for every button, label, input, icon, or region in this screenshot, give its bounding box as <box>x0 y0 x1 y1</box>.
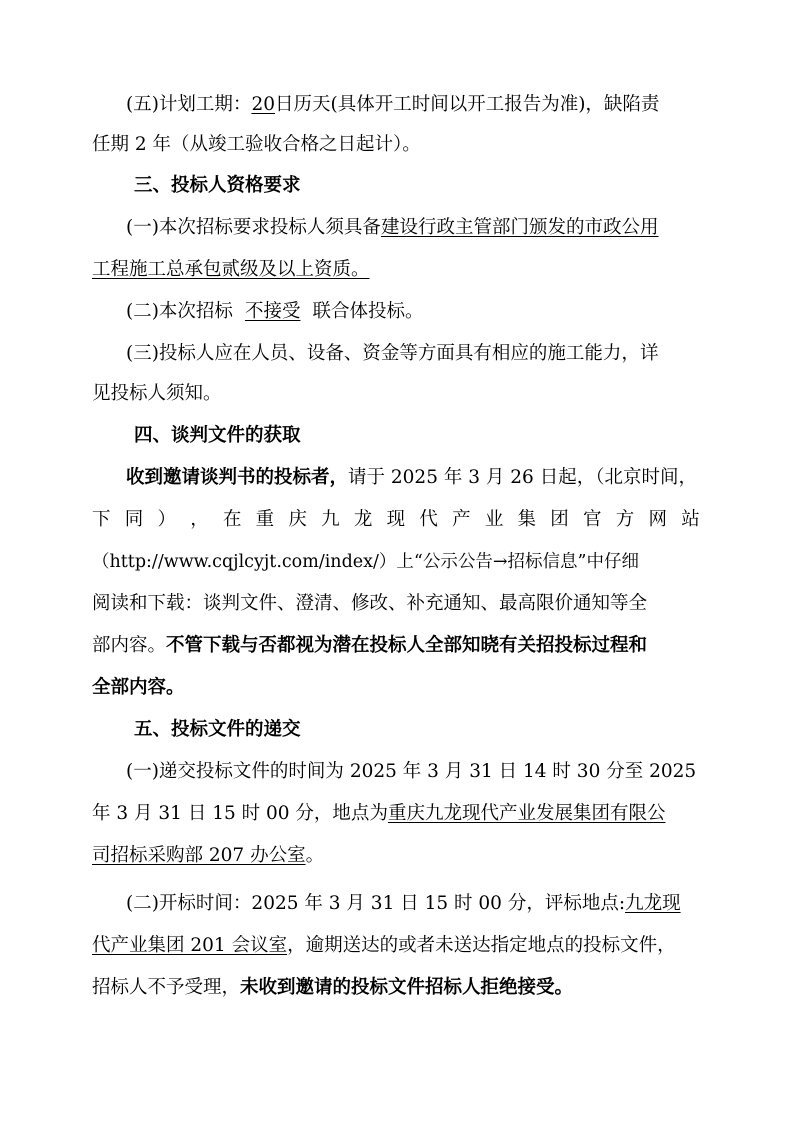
opening-location-cont: 代产业集团 201 会议室 <box>92 935 288 956</box>
opening-line-3 <box>92 975 573 1001</box>
schedule-rest: 日历天(具体开工时间以开工报告为准)，缺陷责 <box>274 94 660 115</box>
acquisition-bold-lead: 收到邀请谈判书的投标者， <box>126 467 349 488</box>
submission-location-cont: 司招标采购部 207 办公室 <box>92 845 306 866</box>
schedule-line-2: 任期 2 年（从竣工验收合格之日起计）。 <box>92 134 421 155</box>
qualification-item-2 <box>126 299 423 325</box>
qualification-item-1-line-2 <box>92 257 370 283</box>
acquisition-word: 产 <box>452 509 471 530</box>
submission-line-3 <box>92 843 324 869</box>
acquisition-line-5 <box>92 633 647 659</box>
acquisition-word: 团 <box>550 509 569 530</box>
acquisition-word: 代 <box>419 509 438 530</box>
acquisition-word: 庆 <box>288 509 307 530</box>
acquisition-word: 九 <box>321 509 340 530</box>
schedule-label: (五)计划工期： <box>126 94 252 115</box>
section-4-heading: 四、谈判文件的获取 <box>134 425 301 446</box>
section-5-heading: 五、投标文件的递交 <box>134 719 301 740</box>
acquisition-line-1 <box>126 465 697 491</box>
rejection-notice: 未收到邀请的投标文件招标人拒绝接受。 <box>240 977 574 998</box>
qualification-requirement: 建设行政主管部门颁发的市政公用 <box>380 217 659 238</box>
acquisition-line-2 <box>92 507 700 533</box>
acquisition-word: 集 <box>517 509 537 530</box>
acquisition-word: 下 <box>92 509 111 530</box>
submission-time: 年 3 月 31 日 15 时 00 分，地点为 <box>92 803 388 824</box>
acquisition-word: 重 <box>255 509 275 530</box>
acquisition-word: 在 <box>222 509 242 530</box>
schedule-days: 20 <box>251 94 275 115</box>
acquisition-line-1-rest: 请于 2025 年 3 月 26 日起，（北京时间， <box>348 467 697 488</box>
acquisition-word: ， <box>190 509 209 530</box>
submission-line-1: (一)递交投标文件的时间为 2025 年 3 月 31 日 14 时 30 分至 2025 <box>126 761 697 782</box>
submission-line-2 <box>92 801 665 827</box>
joint-venture-status: 不接受 <box>244 301 301 322</box>
acquisition-word: 龙 <box>353 509 373 530</box>
opening-line-3-normal: 招标人不予受理， <box>92 977 241 998</box>
qualification-requirement-cont: 工程施工总承包贰级及以上资质。 <box>92 259 370 280</box>
opening-location: 九龙现 <box>625 893 681 914</box>
acquisition-word: 网 <box>648 509 667 530</box>
schedule-line-1 <box>126 92 659 118</box>
acquisition-word: 站 <box>681 509 700 530</box>
qualification-item-3-line-1: (三)投标人应在人员、设备、资金等方面具有相应的施工能力，详 <box>126 343 659 364</box>
qualification-item-3-line-2: 见投标人须知。 <box>92 383 222 404</box>
opening-line-1 <box>126 891 681 917</box>
acquisition-line-6: 全部内容。 <box>92 677 185 698</box>
acquisition-line-3-url: （http://www.cqjlcyjt.com/index/）上“公示公告→招标信息”中仔细 <box>92 552 639 572</box>
section-3-heading: 三、投标人资格要求 <box>134 175 301 196</box>
qualification-item-1-prefix: (一)本次招标要求投标人须具备 <box>126 217 381 238</box>
acquisition-word: 业 <box>484 509 504 530</box>
opening-time: (二)开标时间：2025 年 3 月 31 日 15 时 00 分，评标地点: <box>126 893 626 914</box>
qualification-item-2-prefix: (二)本次招标 <box>126 301 233 322</box>
acquisition-word: 方 <box>615 509 635 530</box>
qualification-item-1-line-1 <box>126 215 658 241</box>
opening-line-2 <box>92 933 676 959</box>
submission-line-3-end: 。 <box>305 845 325 866</box>
acquisition-word: 同 <box>124 509 144 530</box>
submission-location: 重庆九龙现代产业发展集团有限公 <box>387 803 666 824</box>
acquisition-word: ） <box>157 509 176 530</box>
opening-line-2-rest: ，逾期送达的或者未送达指定地点的投标文件， <box>287 935 676 956</box>
acquisition-word: 官 <box>583 509 602 530</box>
acquisition-line-4: 阅读和下载：谈判文件、澄清、修改、补充通知、最高限价通知等全 <box>92 593 648 614</box>
acquisition-word: 现 <box>386 509 406 530</box>
acquisition-notice-bold: 不管下载与否都视为潜在投标人全部知晓有关招投标过程和 <box>166 635 648 656</box>
acquisition-line-5-normal: 部内容。 <box>92 635 167 656</box>
qualification-item-2-suffix: 联合体投标。 <box>312 301 424 322</box>
